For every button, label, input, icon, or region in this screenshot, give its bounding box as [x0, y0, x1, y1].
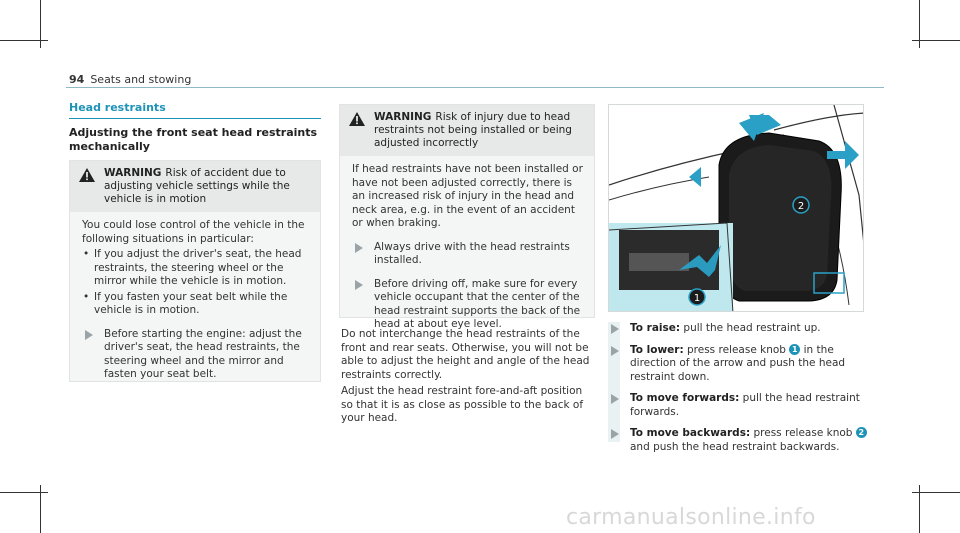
step-label: To move forwards: [630, 392, 740, 404]
warning-bullet: • If you fasten your seat belt while the vehicle is in motion. [82, 291, 311, 318]
crop-mark [912, 40, 960, 41]
warning-head-text: Risk of accident due to adjusting vehicle settings while the vehicle is in motion [104, 167, 290, 205]
warning-label: WARNING [104, 167, 162, 179]
warning-step-text: Before driving off, make sure for every vehicle occupant that the center of the head restraint supports the back of the head at about eye level. [374, 277, 581, 330]
step-text: in the direction of the arrow and push the head restraint down. [630, 343, 846, 383]
step-label: To raise: [630, 322, 681, 334]
section-title: Head restraints [69, 101, 166, 114]
step-text: pull the head restraint forwards. [630, 392, 860, 418]
head-restraint-illustration [608, 104, 864, 312]
page-number: 94 [69, 73, 85, 86]
step-lower [608, 344, 868, 385]
step-arrow-icon [611, 346, 619, 356]
warning-step [352, 278, 585, 332]
adjustment-steps [608, 322, 868, 462]
warning-body [340, 156, 594, 340]
step-arrow-icon [355, 280, 363, 290]
paragraph-interchange: Do not interchange the head restraints of the front and rear seats. Otherwise, you will not be able to adjust the height and angle of the head restraints correctly. [341, 328, 590, 381]
warning-step-text: Always drive with the head restraints installed. [374, 240, 570, 266]
step-raise [608, 322, 868, 336]
warning-triangle-icon [79, 168, 95, 182]
warning-bullet: • If you adjust the driver's seat, the head restraints, the steering wheel or the mirror while the vehicle is in motion. [82, 248, 311, 289]
step-text: press release knob [753, 427, 853, 439]
step-arrow-icon [611, 324, 619, 334]
watermark: carmanualsonline.info [566, 505, 816, 530]
warning-step [352, 241, 585, 268]
step-label: To move backwards: [630, 427, 751, 439]
step-text: press release knob [687, 343, 786, 356]
warning-header [340, 105, 594, 156]
step-arrow-icon [85, 330, 93, 340]
warning-box-accident [69, 160, 321, 382]
callout-2-text: 2 [797, 201, 805, 212]
step-backwards [608, 427, 868, 454]
warning-label: WARNING [374, 111, 432, 123]
step-arrow-icon [611, 394, 619, 404]
step-text: pull the head restraint up. [683, 322, 821, 334]
paragraph-adjust: Adjust the head restraint fore-and-aft position so that it is as close as possible to the back of your head. [341, 385, 584, 424]
step-label: To lower: [630, 343, 684, 356]
crop-mark [0, 40, 48, 41]
callout-badge-2: 2 [856, 427, 867, 438]
crop-mark [912, 492, 960, 493]
callout-badge-1: 1 [789, 344, 800, 355]
head-restraint-drawing [609, 105, 864, 312]
warning-header [70, 161, 320, 212]
sub-title: Adjusting the front seat head restraints mechanically [69, 126, 318, 153]
callout-1-text: 1 [693, 293, 701, 304]
step-arrow-icon [611, 429, 619, 439]
warning-step-text: Before starting the engine: adjust the driver's seat, the head restraints, the steering wheel and the mirror and fasten your seat belt. [104, 327, 302, 380]
warning-step [82, 328, 311, 382]
crop-mark [0, 492, 48, 493]
header-rule [66, 87, 884, 88]
warning-head-text: Risk of injury due to head restraints not being installed or being adjusted incorrectly [374, 111, 572, 149]
warning-body-text: If head restraints have not been installed or have not been adjusted correctly, there is an increased risk of injury in the head and neck area, e.g. in the event of an accident or when braking. [352, 163, 583, 229]
page-header [69, 73, 191, 86]
warning-triangle-icon [349, 112, 365, 126]
warning-intro: You could lose control of the vehicle in the following situations in particular: [82, 219, 305, 245]
step-text: and push the head restraint backwards. [630, 440, 840, 453]
section-rule [69, 118, 321, 119]
step-forwards [608, 392, 868, 419]
section-name: Seats and stowing [90, 73, 192, 86]
warning-body [70, 212, 320, 390]
warning-box-injury [339, 104, 595, 330]
step-arrow-icon [355, 243, 363, 253]
